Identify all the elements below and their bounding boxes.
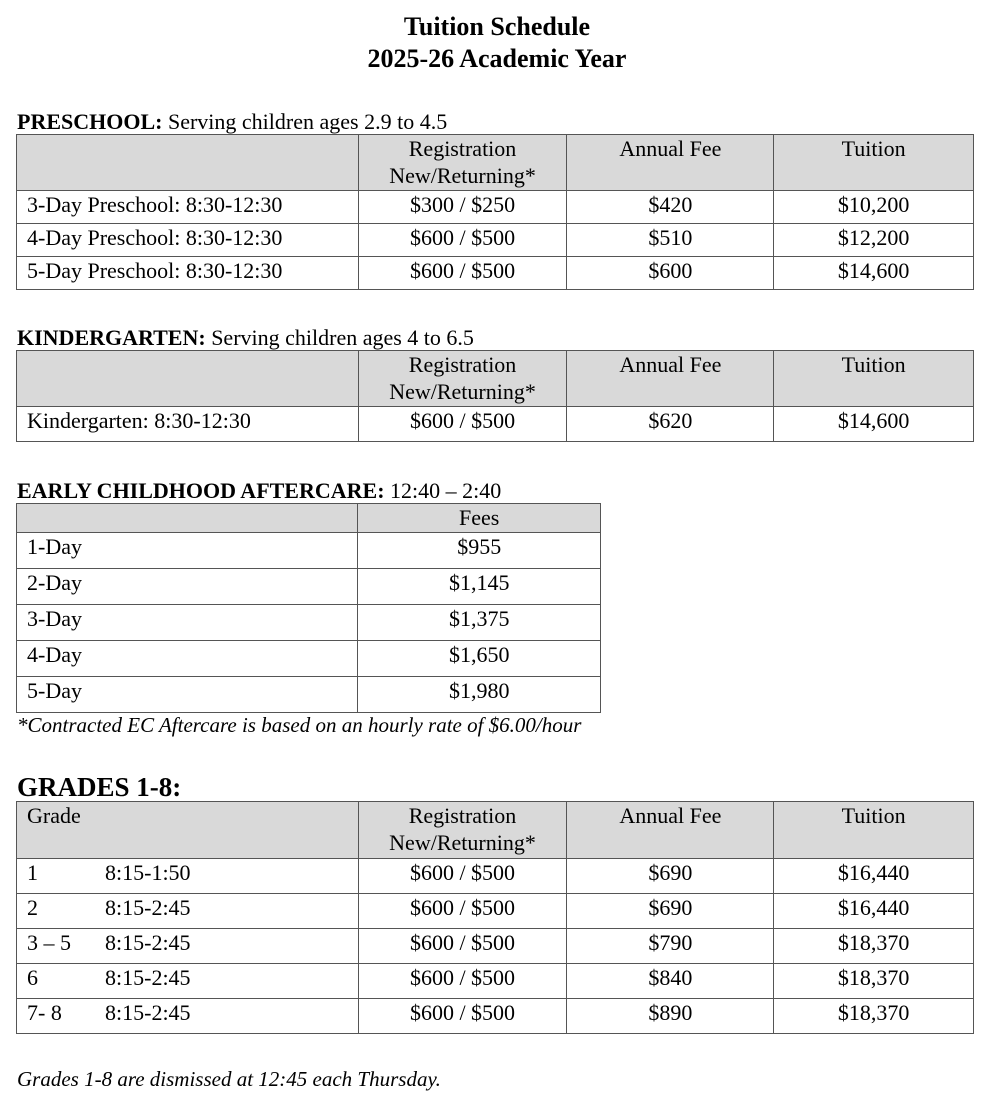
aftercare-heading-label: EARLY CHILDHOOD AFTERCARE: bbox=[17, 478, 385, 503]
annual-fee-cell: $620 bbox=[567, 407, 774, 442]
annual-fee-cell: $420 bbox=[567, 191, 774, 224]
preschool-heading-label: PRESCHOOL: bbox=[17, 109, 163, 134]
annual-fee-cell: $690 bbox=[567, 894, 774, 929]
grades-header-annual-fee: Annual Fee bbox=[567, 802, 774, 859]
aftercare-note: *Contracted EC Aftercare is based on an hourly rate of $6.00/hour bbox=[17, 713, 582, 737]
tuition-cell: $10,200 bbox=[774, 191, 974, 224]
tuition-cell: $18,370 bbox=[774, 999, 974, 1034]
table-row bbox=[17, 929, 974, 964]
tuition-cell: $14,600 bbox=[774, 257, 974, 290]
program-cell: 3-Day Preschool: 8:30-12:30 bbox=[17, 191, 359, 224]
annual-fee-cell: $510 bbox=[567, 224, 774, 257]
grades-note: Grades 1-8 are dismissed at 12:45 each Thursday. bbox=[17, 1067, 441, 1091]
tuition-cell: $14,600 bbox=[774, 407, 974, 442]
table-row bbox=[17, 224, 974, 257]
registration-cell: $600 / $500 bbox=[358, 859, 567, 894]
kindergarten-header-registration: Registration New/Returning* bbox=[358, 351, 567, 407]
grade-number: 3 – 5 bbox=[27, 930, 71, 955]
registration-cell: $600 / $500 bbox=[358, 999, 567, 1034]
table-row bbox=[17, 859, 974, 894]
table-row bbox=[17, 964, 974, 999]
preschool-heading bbox=[17, 110, 447, 134]
preschool-heading-desc: Serving children ages 2.9 to 4.5 bbox=[162, 109, 448, 134]
grades-table bbox=[16, 801, 974, 1034]
table-row bbox=[17, 999, 974, 1034]
grade-cell bbox=[17, 999, 359, 1034]
fee-cell: $1,375 bbox=[358, 605, 601, 641]
table-row bbox=[17, 533, 601, 569]
grade-number: 6 bbox=[27, 965, 38, 990]
days-cell: 4-Day bbox=[17, 641, 358, 677]
grade-cell bbox=[17, 859, 359, 894]
kindergarten-heading bbox=[17, 326, 474, 350]
document-title: Tuition Schedule bbox=[403, 12, 591, 41]
kindergarten-header-row bbox=[17, 351, 974, 407]
grade-hours: 8:15-2:45 bbox=[105, 1000, 191, 1025]
preschool-header-tuition: Tuition bbox=[774, 135, 974, 191]
program-cell: 5-Day Preschool: 8:30-12:30 bbox=[17, 257, 359, 290]
registration-cell: $600 / $500 bbox=[358, 929, 567, 964]
aftercare-header-blank bbox=[17, 504, 358, 533]
grade-hours: 8:15-2:45 bbox=[105, 965, 191, 990]
table-row bbox=[17, 677, 601, 713]
kindergarten-table bbox=[16, 350, 974, 442]
preschool-header-annual-fee: Annual Fee bbox=[567, 135, 774, 191]
registration-cell: $600 / $500 bbox=[358, 964, 567, 999]
table-row bbox=[17, 257, 974, 290]
preschool-header-blank bbox=[17, 135, 359, 191]
fee-cell: $955 bbox=[358, 533, 601, 569]
registration-cell: $600 / $500 bbox=[358, 257, 567, 290]
table-row bbox=[17, 191, 974, 224]
grade-cell bbox=[17, 894, 359, 929]
grades-header-tuition: Tuition bbox=[774, 802, 974, 859]
kindergarten-header-tuition: Tuition bbox=[774, 351, 974, 407]
table-row bbox=[17, 569, 601, 605]
grade-number: 7- 8 bbox=[27, 1000, 62, 1025]
grade-number: 1 bbox=[27, 860, 38, 885]
aftercare-heading-desc: 12:40 – 2:40 bbox=[384, 478, 502, 503]
registration-cell: $300 / $250 bbox=[358, 191, 567, 224]
kindergarten-header-blank bbox=[17, 351, 359, 407]
kindergarten-header-annual-fee: Annual Fee bbox=[567, 351, 774, 407]
annual-fee-cell: $890 bbox=[567, 999, 774, 1034]
document-subtitle: 2025-26 Academic Year bbox=[367, 44, 627, 73]
tuition-cell: $18,370 bbox=[774, 964, 974, 999]
registration-cell: $600 / $500 bbox=[358, 224, 567, 257]
grade-cell bbox=[17, 964, 359, 999]
days-cell: 1-Day bbox=[17, 533, 358, 569]
program-cell: Kindergarten: 8:30-12:30 bbox=[17, 407, 359, 442]
tuition-cell: $16,440 bbox=[774, 894, 974, 929]
table-row bbox=[17, 641, 601, 677]
grades-header-registration: Registration New/Returning* bbox=[358, 802, 567, 859]
tuition-cell: $12,200 bbox=[774, 224, 974, 257]
aftercare-header-row bbox=[17, 504, 601, 533]
fee-cell: $1,980 bbox=[358, 677, 601, 713]
annual-fee-cell: $690 bbox=[567, 859, 774, 894]
fee-cell: $1,650 bbox=[358, 641, 601, 677]
days-cell: 3-Day bbox=[17, 605, 358, 641]
table-row bbox=[17, 407, 974, 442]
days-cell: 2-Day bbox=[17, 569, 358, 605]
grade-hours: 8:15-2:45 bbox=[105, 930, 191, 955]
preschool-header-registration: Registration New/Returning* bbox=[358, 135, 567, 191]
grade-number: 2 bbox=[27, 895, 38, 920]
fee-cell: $1,145 bbox=[358, 569, 601, 605]
grade-hours: 8:15-2:45 bbox=[105, 895, 191, 920]
annual-fee-cell: $840 bbox=[567, 964, 774, 999]
table-row bbox=[17, 605, 601, 641]
aftercare-header-fees: Fees bbox=[358, 504, 601, 533]
tuition-cell: $16,440 bbox=[774, 859, 974, 894]
annual-fee-cell: $600 bbox=[567, 257, 774, 290]
grades-heading: GRADES 1-8: bbox=[17, 772, 182, 802]
kindergarten-heading-desc: Serving children ages 4 to 6.5 bbox=[205, 325, 474, 350]
aftercare-table bbox=[16, 503, 601, 713]
annual-fee-cell: $790 bbox=[567, 929, 774, 964]
program-cell: 4-Day Preschool: 8:30-12:30 bbox=[17, 224, 359, 257]
preschool-header-row bbox=[17, 135, 974, 191]
grades-header-row bbox=[17, 802, 974, 859]
days-cell: 5-Day bbox=[17, 677, 358, 713]
registration-cell: $600 / $500 bbox=[358, 894, 567, 929]
tuition-cell: $18,370 bbox=[774, 929, 974, 964]
grade-cell bbox=[17, 929, 359, 964]
aftercare-heading bbox=[17, 479, 501, 503]
grades-header-grade: Grade bbox=[17, 802, 359, 859]
registration-cell: $600 / $500 bbox=[358, 407, 567, 442]
table-row bbox=[17, 894, 974, 929]
kindergarten-heading-label: KINDERGARTEN: bbox=[17, 325, 206, 350]
grade-hours: 8:15-1:50 bbox=[105, 860, 191, 885]
preschool-table bbox=[16, 134, 974, 290]
